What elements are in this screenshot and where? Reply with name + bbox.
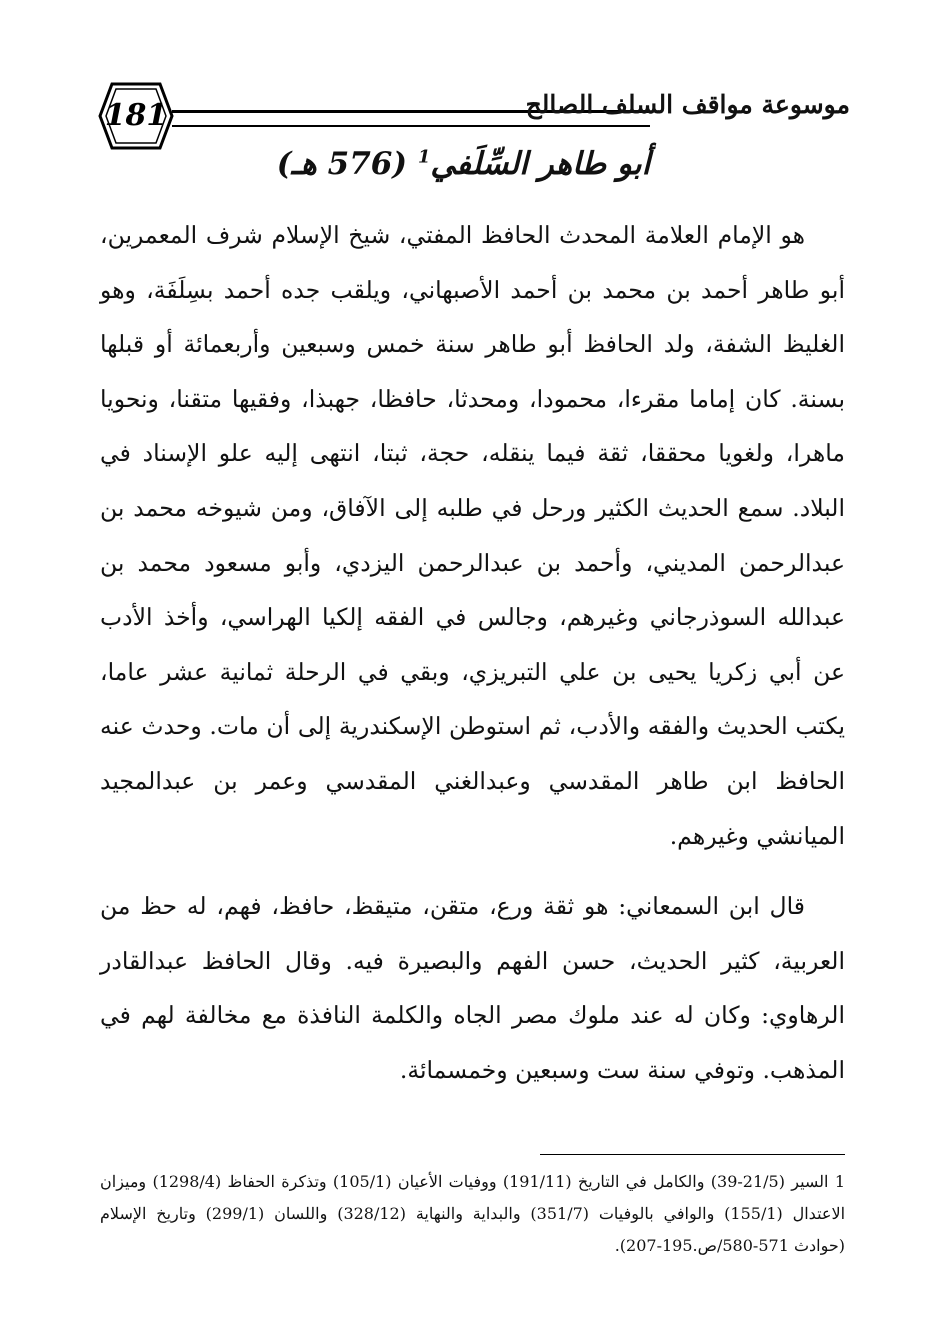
paragraph: هو الإمام العلامة المحدث الحافظ المفتي، شيخ الإسلام شرف المعمرين، أبو طاهر أحمد بن محمد بن أحمد الأصبهاني، ويلقب جده أحمد بسِلَفَة، وهو الغليظ الشفة، ولد الحافظ أبو طاهر سنة خمس وسبعين وأربعمائة أو قبلها بسنة. كان إماما مقرءا، محمودا، ومحدثا، حافظا، جهبذا، وفقيها متقنا، ونحويا ماهرا، ولغويا محققا، ثقة فيما ينقله، حجة، ثبتا، انتهى إليه علو الإسناد في البلاد. سمع الحديث الكثير ورحل في طلبه إلى الآفاق، ومن شيوخه محمد بن عبدالرحمن المديني، وأحمد بن عبدالرحمن اليزدي، وأبو مسعود محمد بن عبدالله السوذرجاني وغيرهم، وجالس في الفقه إلكيا الهراسي، وأخذ الأدب عن أبي زكريا يحيى بن علي التبريزي، وبقي في الرحلة ثمانية عشر عاما، يكتب الحديث والفقه والأدب، ثم استوطن الإسكندرية إلى أن مات. وحدث عنه الحافظ ابن طاهر المقدسي وعبدالغني المقدسي وعمر بن عبدالمجيد الميانشي وغيرهم. [100,221,845,850]
entry-name: أبو طاهر السِّلَفي [430,146,651,182]
footnote-rule [540,1154,845,1155]
entry-date: (576 هـ) [276,146,408,182]
page-number-badge [98,80,174,152]
page-header [98,80,850,152]
footnote: 1 السير (21/5-39) والكامل في التاريخ (191/11) ووفيات الأعيان (105/1) وتذكرة الحفاظ (1298/4) وميزان الاعتدال (155/1) والوافي بالوفيات (351/7) والبداية والنهاية (328/12) واللسان (299/1) وتاريخ الإسلام (حوادث 571-580/ص.195-207). [100,1172,846,1255]
body-text [100,208,845,1098]
entry-title [200,146,727,182]
page-number: 181 [104,98,168,133]
footnote-ref: 1 [417,146,431,168]
series-title: موسوعة مواقف السلف الصالح [525,90,850,119]
paragraph: قال ابن السمعاني: هو ثقة ورع، متقن، متيقظ، حافظ، فهم، له حظ من العربية، كثير الحديث، حسن الفهم والبصيرة فيه. وقال الحافظ عبدالقادر الرهاوي: وكان له عند ملوك مصر الجاه والكلمة النافذة مع مخالفة لهم في المذهب. وتوفي سنة ست وسبعين وخمسمائة. [100,892,845,1084]
